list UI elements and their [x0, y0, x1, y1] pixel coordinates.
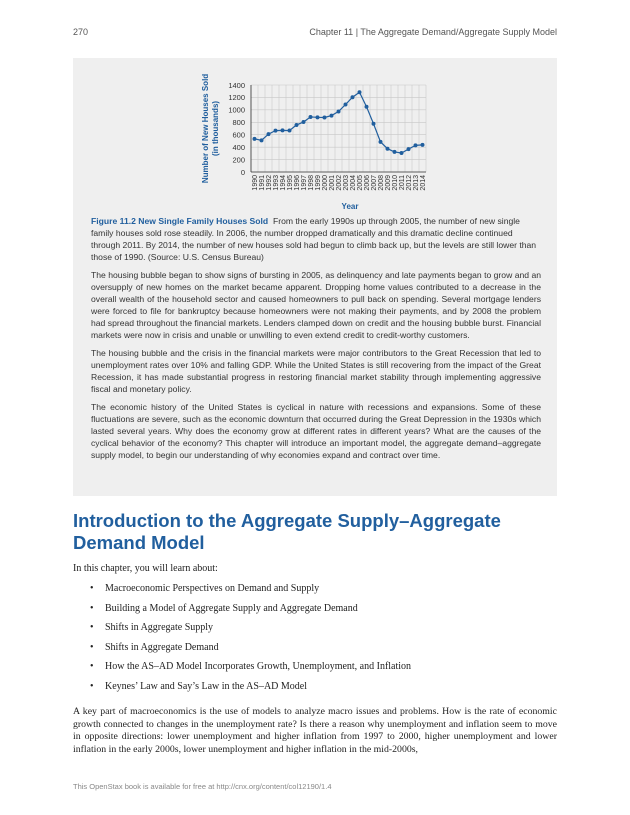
chart-x-tick-label: 2011 [399, 175, 406, 191]
body-paragraph: A key part of macroeconomics is the use of models to analyze macro issues and problems. How is the rate of economic growth connected to changes in the unemployment rate? Is there a reason why unemployment and inflation seem to move in opposite directions: lower unemployment and higher inflation from 1997 to 2000, higher unemployment and lower inflation in the early 2000s, lower unemployment and higher inflation in the mid-2000s, [73, 706, 557, 755]
list-item-text: Shifts in Aggregate Supply [105, 622, 214, 633]
bullet-icon: • [90, 622, 94, 633]
chart-x-tick-label: 2014 [420, 175, 427, 191]
chart-data-point [365, 105, 369, 109]
chart-data-point [414, 143, 418, 147]
chart-series-line [255, 92, 423, 153]
chart-data-point [337, 110, 341, 114]
chart-x-tick-label: 2005 [357, 175, 364, 191]
chart-x-tick-label: 1995 [287, 175, 294, 191]
list-item-text: Macroeconomic Perspectives on Demand and Supply [105, 583, 320, 594]
feature-paragraph: The housing bubble and the crisis in the financial markets were major contributors to the Great Recession that led to unemployment rates over 10% and falling GDP. While the United States is still recovering from the impact of the Great Recession, it has made substantial progress in restoring financial market stability through implementing aggressive fiscal and monetary policy. [91, 348, 541, 394]
figure-caption-text: From the early 1990s up through 2005, the number of new single family houses sold rose steadily. In 2006, the number dropped dramatically and this dramatic decline continued through 2011. By 2014, the number of new houses sold had begun to climb back up, but the levels are still lower than those of 1990. (Source: U.S. Census Bureau) [91, 216, 537, 262]
chart-y-axis-title-line2: (in thousands) [211, 100, 220, 157]
page-number: 270 [73, 27, 89, 37]
chart-x-tick-label: 2008 [378, 175, 385, 191]
chart-data-point [309, 115, 313, 119]
feature-paragraph: The housing bubble began to show signs of bursting in 2005, as delinquency and late payments began to grow and an oversupply of new homes on the market became apparent. Dropping home values contributed to a decrease in the overall wealth of the household sector and caused homeowners to pull back on spending. Several mortgage lenders were forced to file for bankruptcy because homeowners were not making their payments, and by 2008 the problem had spread throughout the financial markets. Lenders clamped down on credit and the housing bubble burst. Financial markets were now in crisis and unable or unwilling to even extend credit to credit-worthy customers. [91, 270, 541, 340]
chart-data-point [295, 123, 299, 127]
chart-x-tick-label: 2004 [350, 175, 357, 191]
chart-y-tick-label: 400 [232, 142, 245, 152]
figure-label: Figure 11.2 New Single Family Houses Sold [91, 216, 269, 226]
chart-y-tick-label: 0 [240, 167, 245, 177]
list-item-text: How the AS–AD Model Incorporates Growth, Unemployment, and Inflation [105, 661, 412, 672]
chart-y-tick-label: 1200 [228, 93, 245, 103]
chart-x-tick-label: 2006 [364, 175, 371, 191]
list-item [90, 638, 411, 658]
chart-x-tick-label: 1992 [266, 175, 273, 191]
chart-data-point [400, 151, 404, 155]
list-item [90, 579, 411, 599]
section-heading: Introduction to the Aggregate Supply–Aggregate Demand Model [73, 510, 501, 553]
chart-y-tick-label: 1000 [228, 105, 245, 115]
chart-data-point [260, 138, 264, 142]
bullet-icon: • [90, 661, 94, 672]
figure-caption [91, 215, 541, 263]
chart-data-point [379, 140, 383, 144]
chart-x-tick-label: 2010 [392, 175, 399, 191]
chart-data-point [302, 120, 306, 124]
chart-data-point [267, 132, 271, 136]
chart-data-point [253, 137, 257, 141]
chart-x-tick-label: 2003 [343, 175, 350, 191]
list-item [90, 618, 411, 638]
chart-x-tick-label: 2007 [371, 175, 378, 191]
bullet-icon: • [90, 641, 94, 653]
chart-x-tick-label: 1997 [301, 175, 308, 191]
chart-x-axis-title: Year [341, 202, 359, 211]
list-item [90, 677, 411, 697]
chart-data-point [407, 147, 411, 151]
feature-paragraph: The economic history of the United States is cyclical in nature with recessions and expansions. Some of these fluctuations are severe, such as the economic downturn that occurred during the Great Depression in the 1930s which lasted several years. Why does the economy grow at different rates in different years? What are the causes of the cyclical behavior of the economy? This chapter will introduce an important model, the aggregate demand–aggregate supply model, to begin our understanding of why economies expand and contract over time. [91, 402, 541, 460]
chart-x-tick-label: 2002 [336, 175, 343, 191]
chart-data-point [358, 90, 362, 94]
chart-x-tick-label: 1993 [273, 175, 280, 191]
chart-data-point [274, 129, 278, 133]
list-item [90, 657, 411, 677]
chart-y-tick-label: 800 [232, 118, 245, 128]
footer-text: This OpenStax book is available for free at http://cnx.org/content/col12190/1.4 [73, 782, 332, 791]
chart-x-tick-label: 2000 [322, 175, 329, 191]
chart-x-tick-label: 2012 [406, 175, 413, 191]
houses-sold-chart [201, 68, 436, 213]
chart-data-point [421, 143, 425, 147]
bullet-icon: • [90, 583, 94, 594]
feature-paragraphs [91, 269, 541, 467]
chart-y-tick-label: 1400 [228, 80, 245, 90]
chart-y-tick-label: 600 [232, 130, 245, 140]
chart-data-point [281, 128, 285, 132]
chart-x-tick-label: 2009 [385, 175, 392, 191]
chart-x-tick-label: 2013 [413, 175, 420, 191]
chart-data-point [323, 116, 327, 120]
bullet-icon: • [90, 680, 94, 692]
chart-y-tick-label: 200 [232, 155, 245, 165]
list-item-text: Building a Model of Aggregate Supply and Aggregate Demand [105, 602, 358, 614]
chart-data-point [372, 122, 376, 126]
bullet-icon: • [90, 602, 94, 614]
chart-x-tick-label: 1994 [280, 175, 287, 191]
list-item [90, 599, 411, 619]
topic-list [90, 579, 411, 696]
chart-x-tick-label: 2001 [329, 175, 336, 191]
chart-data-point [330, 114, 334, 118]
chart-data-point [288, 129, 292, 133]
running-header: Chapter 11 | The Aggregate Demand/Aggregate Supply Model [309, 27, 557, 37]
chart-x-tick-label: 1996 [294, 175, 301, 191]
feature-box [73, 58, 557, 496]
chart-data-point [316, 115, 320, 119]
chart-x-tick-label: 1998 [308, 175, 315, 191]
chart-y-axis-title-line1: Number of New Houses Sold [201, 73, 210, 184]
chart-data-point [351, 95, 355, 99]
chart-data-point [344, 103, 348, 107]
list-item-text: Shifts in Aggregate Demand [105, 641, 219, 653]
chart-x-tick-label: 1991 [259, 175, 266, 191]
list-item-text: Keynes’ Law and Say’s Law in the AS–AD Model [105, 680, 308, 692]
intro-text: In this chapter, you will learn about: [73, 563, 218, 574]
chart-data-point [393, 150, 397, 154]
chart-data-point [386, 147, 390, 151]
chart-x-tick-label: 1999 [315, 175, 322, 191]
chart-x-tick-label: 1990 [252, 175, 259, 191]
